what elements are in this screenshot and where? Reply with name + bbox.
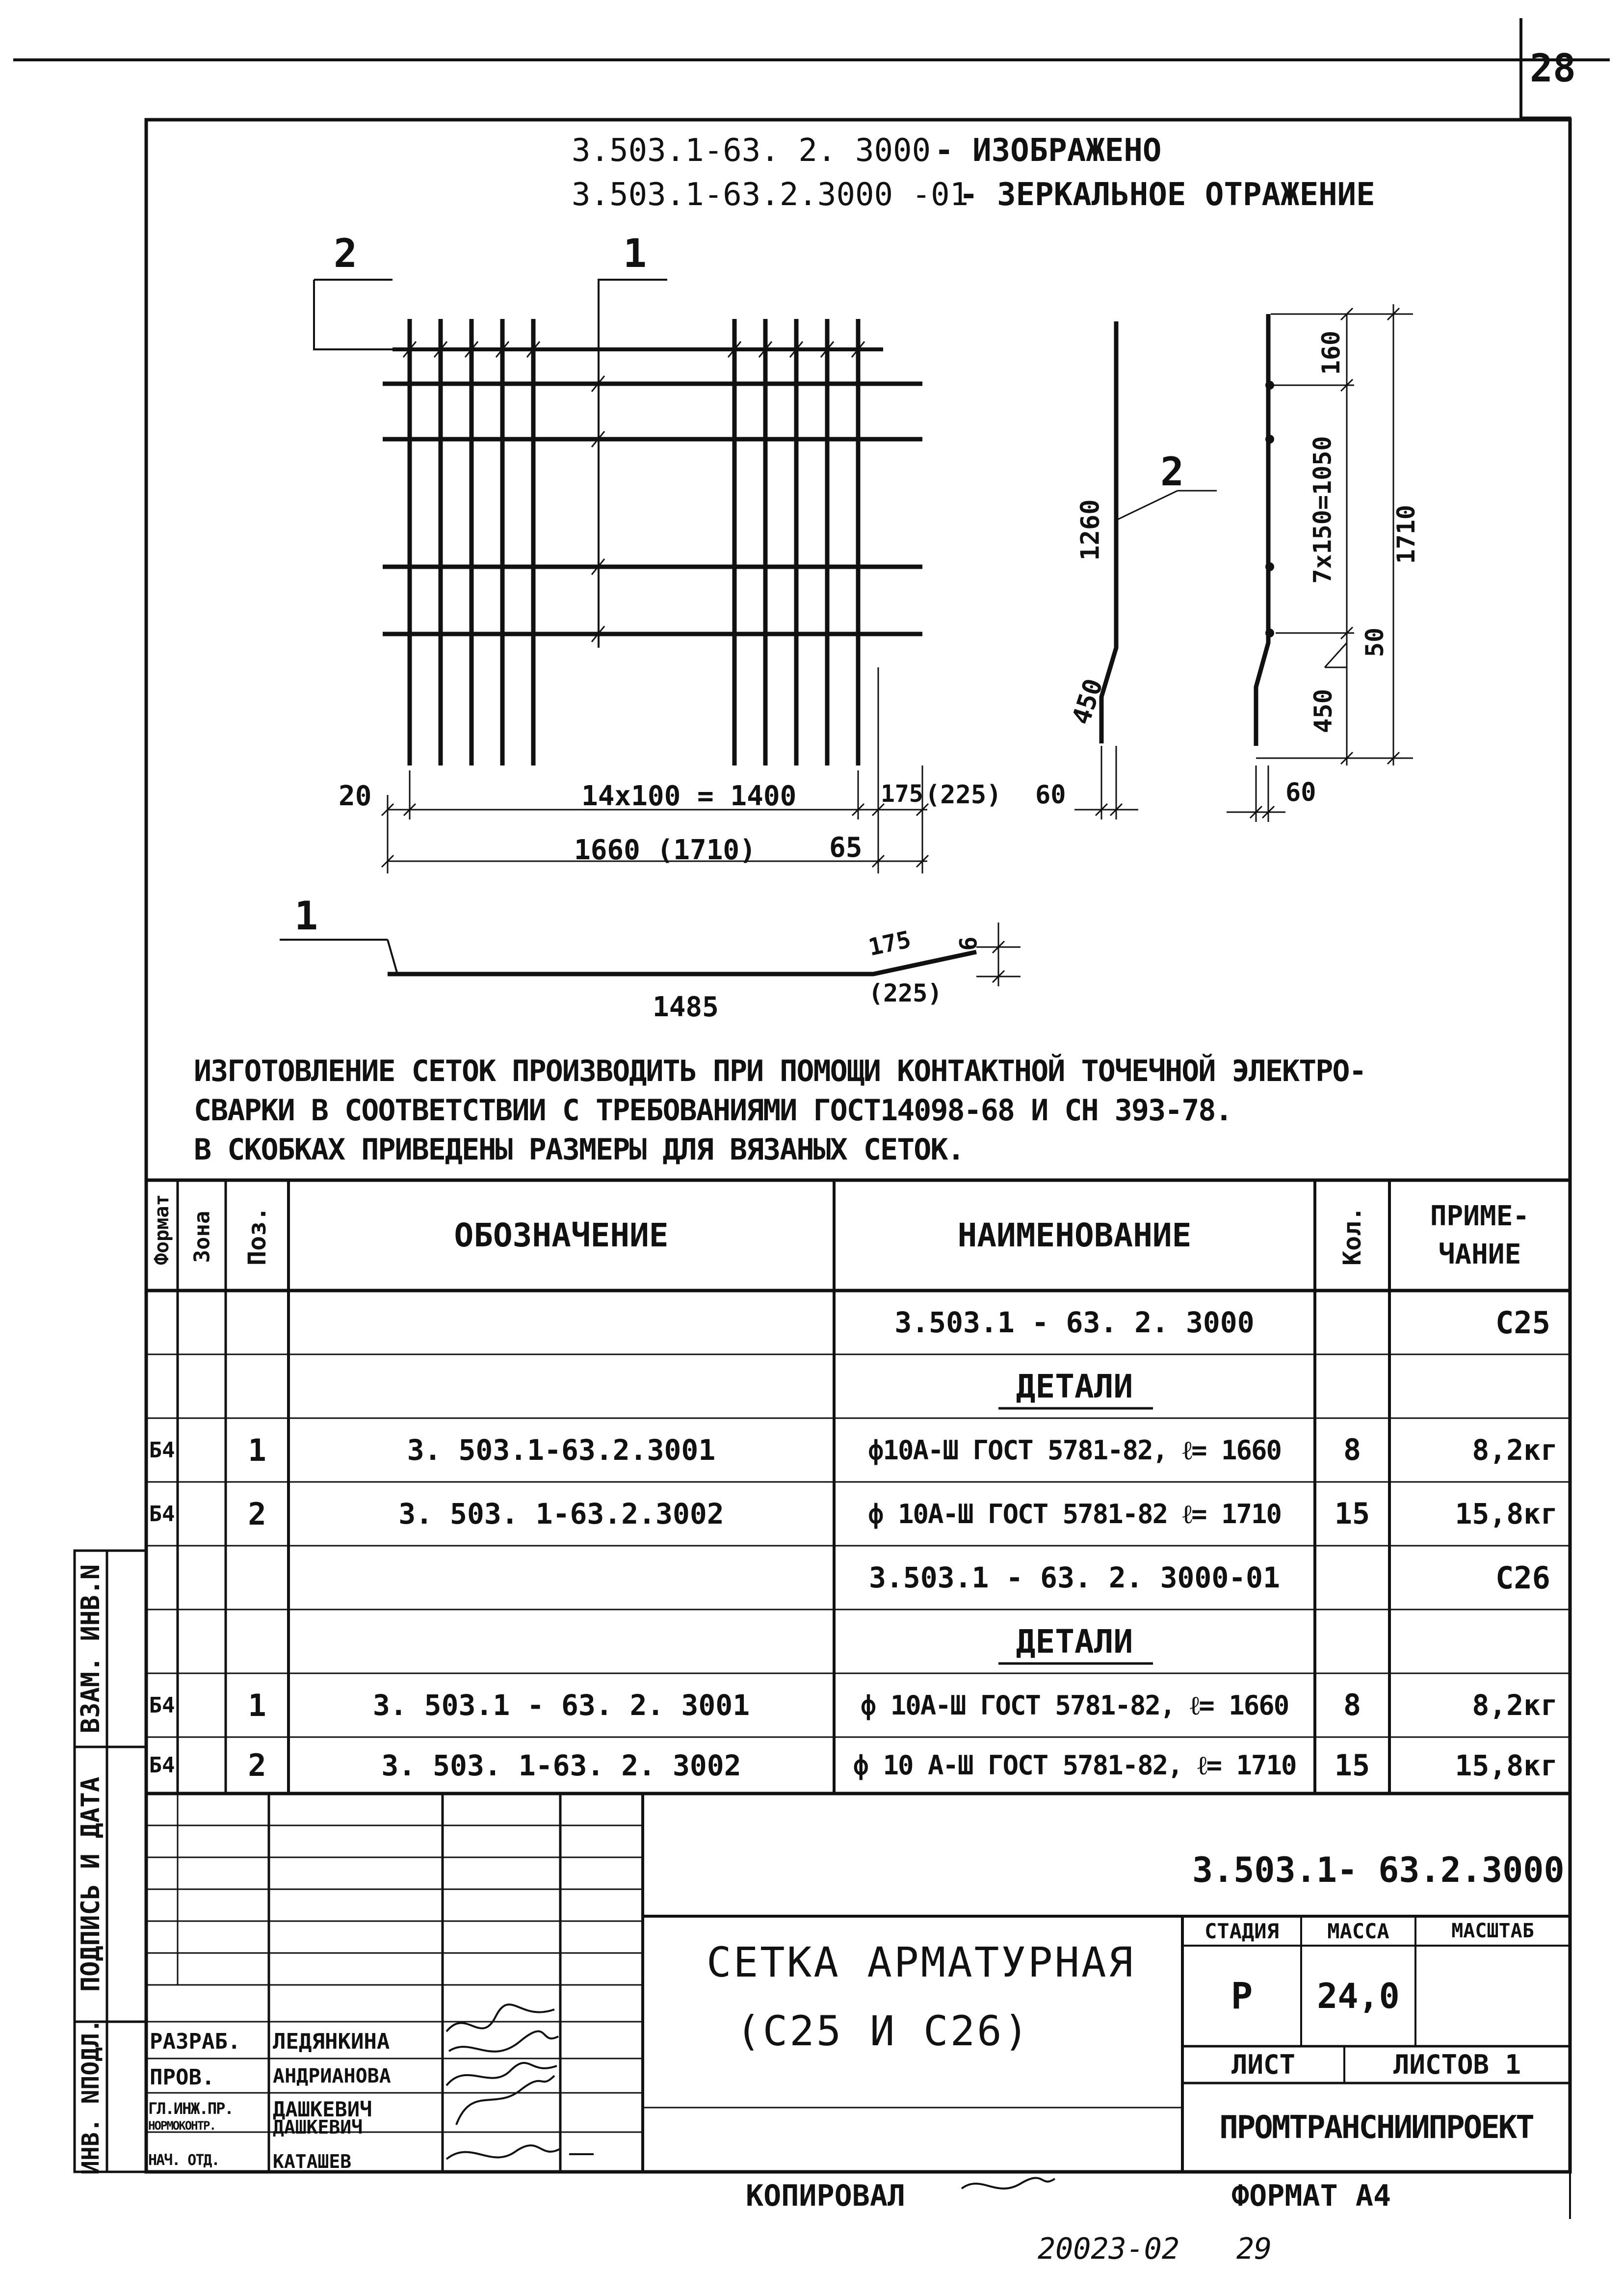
role-5: НАЧ. ОТД. bbox=[148, 2152, 219, 2169]
dim-20: 20 bbox=[339, 780, 372, 812]
dim-175: 175 bbox=[881, 780, 923, 808]
side-stamp-inv-podl: ИНВ. NПОДЛ. bbox=[77, 2019, 105, 2175]
row-4-note: 15,8кг bbox=[1455, 1497, 1558, 1531]
detail-position-label: 1 bbox=[294, 893, 318, 939]
stage-label: СТАДИЯ bbox=[1204, 1919, 1279, 1943]
row-8-name: ф 10 А-Ш ГОСТ 5781-82, ℓ= 1710 bbox=[853, 1750, 1296, 1781]
header-pos: Поз. bbox=[243, 1206, 271, 1266]
row-3-note: 8,2кг bbox=[1472, 1433, 1558, 1467]
role-5-name: КАТАШЕВ bbox=[273, 2151, 352, 2172]
page-number: 28 bbox=[1530, 47, 1576, 91]
footer-format: ФОРМАТ А4 bbox=[1231, 2179, 1391, 2213]
footer-copied: КОПИРОВАЛ bbox=[746, 2179, 906, 2213]
bar2-dim-1260: 1260 bbox=[1075, 499, 1105, 561]
row-2-section: ДЕТАЛИ bbox=[1016, 1367, 1133, 1405]
dim-total: 1660 (1710) bbox=[574, 834, 756, 866]
row-3-qty: 8 bbox=[1343, 1433, 1361, 1467]
dim-225: (225) bbox=[925, 780, 1002, 810]
mass-value: 24,0 bbox=[1317, 1976, 1400, 2016]
mass-label: МАССА bbox=[1327, 1919, 1389, 1943]
header-code-2: 3.503.1-63.2.3000 -01 bbox=[572, 177, 969, 213]
doc-code: 3.503.1- 63.2.3000 bbox=[1192, 1850, 1565, 1890]
header-note-line-1: ПРИМЕ- bbox=[1430, 1200, 1530, 1232]
row-7-pos: 1 bbox=[248, 1687, 266, 1723]
row-1-note: С25 bbox=[1495, 1304, 1550, 1341]
header-name: НАИМЕНОВАНИЕ bbox=[957, 1216, 1192, 1254]
side-stamp-sign-date: ПОДПИСЬ И ДАТА bbox=[76, 1776, 105, 1992]
row-8-pos: 2 bbox=[248, 1747, 266, 1783]
note-line-2: СВАРКИ В СООТВЕТСТВИИ С ТРЕБОВАНИЯМИ ГОСТ14098-68 И СН 393-78. bbox=[194, 1093, 1232, 1128]
mesh-position-1-label: 1 bbox=[623, 231, 647, 276]
bar1-dim-50: 50 bbox=[1361, 627, 1389, 658]
header-note-2: - ЗЕРКАЛЬНОЕ ОТРАЖЕНИЕ bbox=[959, 177, 1375, 213]
role-1: РАЗРАБ. bbox=[150, 2029, 241, 2054]
note-line-3: В СКОБКАХ ПРИВЕДЕНЫ РАЗМЕРЫ ДЛЯ ВЯЗАНЫХ СЕТОК. bbox=[194, 1133, 964, 1167]
role-1-name: ЛЕДЯНКИНА bbox=[273, 2029, 390, 2054]
row-4-pos: 2 bbox=[248, 1496, 266, 1532]
row-8-note: 15,8кг bbox=[1455, 1748, 1558, 1782]
bar1-detail bbox=[280, 923, 1021, 986]
row-8-qty: 15 bbox=[1334, 1748, 1370, 1783]
header-designation: ОБОЗНАЧЕНИЕ bbox=[454, 1216, 669, 1254]
row-7-name: ф 10А-Ш ГОСТ 5781-82, ℓ= 1660 bbox=[860, 1689, 1289, 1721]
bar1-dim-160: 160 bbox=[1317, 330, 1346, 375]
title-line-2: (С25 И С26) bbox=[736, 2007, 1031, 2055]
side-stamp-inv-vzam: ВЗАМ. ИНВ.N bbox=[76, 1564, 105, 1734]
row-4-designation: 3. 503. 1-63.2.3002 bbox=[398, 1497, 724, 1531]
row-1-name: 3.503.1 - 63. 2. 3000 bbox=[894, 1306, 1255, 1339]
sheet-label: ЛИСТ bbox=[1231, 2049, 1296, 2080]
header-note-1: - ИЗОБРАЖЕНО bbox=[935, 132, 1162, 169]
row-3-format: Б4 bbox=[149, 1437, 175, 1463]
detail-dim-175: 175 bbox=[866, 925, 914, 962]
organization: ПРОМТРАНСНИИПРОЕКТ bbox=[1219, 2109, 1533, 2146]
footer-archive-number: 20023-02 bbox=[1038, 2232, 1179, 2266]
scale-label: МАСШТАБ bbox=[1451, 1920, 1534, 1942]
header-note-line-2: ЧАНИЕ bbox=[1438, 1238, 1521, 1270]
role-4-name: ДАШКЕВИЧ bbox=[273, 2116, 363, 2138]
role-2: ПРОВ. bbox=[150, 2065, 215, 2090]
bar2-position-label: 2 bbox=[1160, 449, 1184, 495]
row-4-qty: 15 bbox=[1334, 1497, 1370, 1531]
stage-value: Р bbox=[1230, 1975, 1253, 2017]
role-3-name: ДАШКЕВИЧ bbox=[273, 2097, 372, 2121]
header-qty: Кол. bbox=[1338, 1206, 1366, 1266]
footer-sheet-number: 29 bbox=[1236, 2232, 1272, 2266]
bar2-dim-450: 450 bbox=[1066, 675, 1109, 728]
header-format: Формат bbox=[151, 1194, 173, 1265]
row-7-designation: 3. 503.1 - 63. 2. 3001 bbox=[372, 1689, 750, 1722]
role-2-name: АНДРИАНОВА bbox=[273, 2065, 391, 2087]
role-4: НОРМОКОНТР. bbox=[148, 2119, 215, 2133]
role-3: ГЛ.ИНЖ.ПР. bbox=[148, 2099, 233, 2118]
bar2-dim-60: 60 bbox=[1035, 780, 1066, 810]
row-7-format: Б4 bbox=[149, 1692, 175, 1718]
header-note bbox=[1389, 1180, 1570, 1291]
row-8-designation: 3. 503. 1-63. 2. 3002 bbox=[381, 1748, 741, 1782]
detail-dim-6: 6 bbox=[955, 936, 983, 951]
bar1-dim-1710: 1710 bbox=[1392, 504, 1421, 564]
row-7-note: 8,2кг bbox=[1472, 1689, 1558, 1722]
row-7-qty: 8 bbox=[1343, 1688, 1361, 1722]
scale-value bbox=[1415, 1946, 1570, 2046]
detail-dim-1485: 1485 bbox=[653, 991, 719, 1023]
row-6-section: ДЕТАЛИ bbox=[1016, 1622, 1133, 1661]
detail-dim-225: (225) bbox=[868, 979, 942, 1007]
bar1-dim-7x150: 7х150=1050 bbox=[1308, 436, 1337, 584]
title-line-1: СЕТКА АРМАТУРНАЯ bbox=[707, 1938, 1135, 1986]
dim-65: 65 bbox=[829, 832, 863, 864]
row-3-designation: 3. 503.1-63.2.3001 bbox=[407, 1433, 716, 1467]
row-4-name: ф 10А-Ш ГОСТ 5781-82 ℓ= 1710 bbox=[867, 1498, 1282, 1530]
row-3-pos: 1 bbox=[248, 1432, 266, 1468]
row-8-format: Б4 bbox=[149, 1753, 175, 1778]
dim-spacing: 14х100 = 1400 bbox=[581, 780, 797, 812]
bar1-dim-450: 450 bbox=[1309, 688, 1338, 734]
row-5-name: 3.503.1 - 63. 2. 3000-01 bbox=[868, 1561, 1281, 1594]
header-zone: Зона bbox=[189, 1211, 215, 1263]
bar1-dim-60: 60 bbox=[1285, 778, 1316, 807]
header-code-1: 3.503.1-63. 2. 3000 bbox=[572, 132, 931, 169]
bar2-side-view bbox=[1074, 321, 1217, 819]
note-line-1: ИЗГОТОВЛЕНИЕ СЕТОК ПРОИЗВОДИТЬ ПРИ ПОМОЩИ КОНТАКТНОЙ ТОЧЕЧНОЙ ЭЛЕКТРО- bbox=[194, 1054, 1366, 1088]
mesh-position-2-label: 2 bbox=[334, 231, 358, 276]
row-3-name: ф10А-Ш ГОСТ 5781-82, ℓ= 1660 bbox=[867, 1434, 1282, 1466]
row-4-format: Б4 bbox=[149, 1501, 175, 1527]
row-5-note: С26 bbox=[1495, 1559, 1550, 1596]
sheets-label: ЛИСТОВ 1 bbox=[1393, 2049, 1521, 2080]
